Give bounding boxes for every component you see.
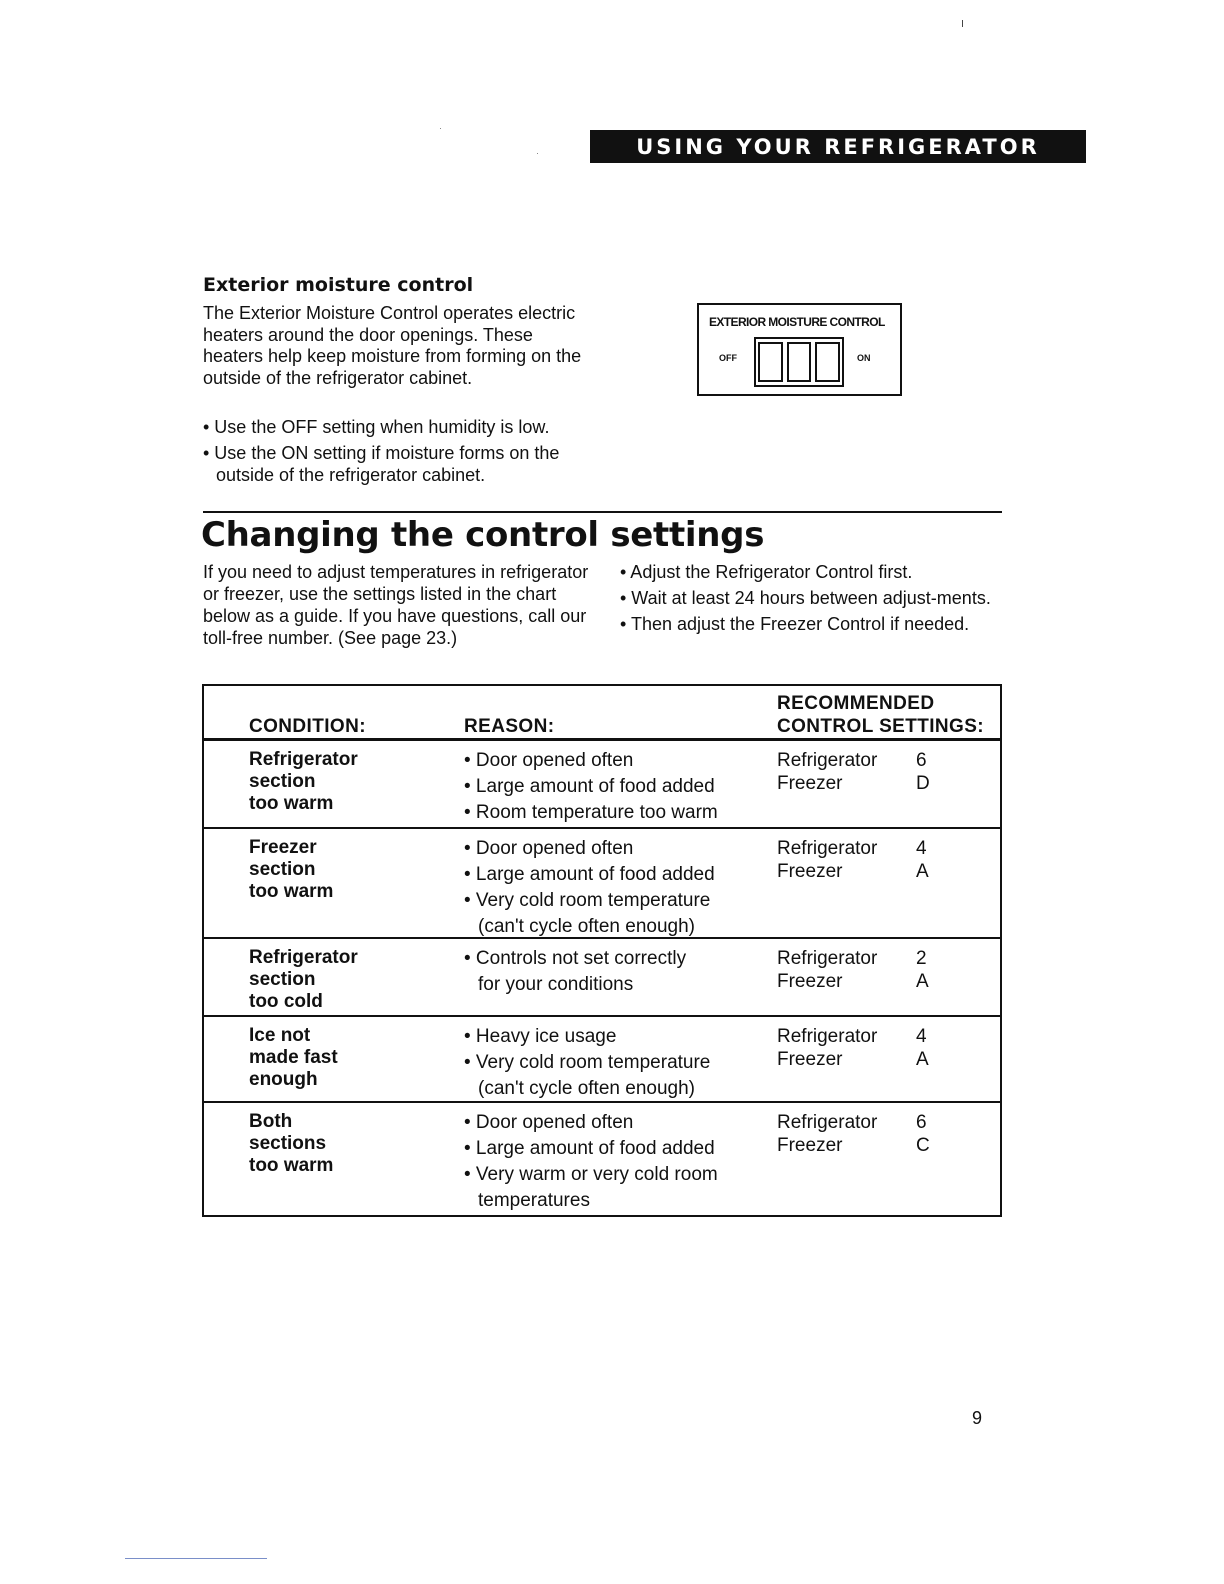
condition-line: Freezer — [249, 837, 317, 858]
condition-line: too cold — [249, 991, 323, 1012]
reason-continuation: (can't cycle often enough) — [478, 916, 695, 937]
rocker-segment — [815, 342, 840, 382]
bottom-rule — [125, 1558, 267, 1559]
exterior-moisture-bullets — [203, 416, 593, 490]
refrigerator-setting: 4 — [916, 838, 927, 859]
table-row — [204, 829, 1000, 939]
header-control-settings: CONTROL SETTINGS: — [777, 716, 985, 737]
refrigerator-label: Refrigerator — [777, 1026, 878, 1047]
refrigerator-label: Refrigerator — [777, 750, 878, 771]
settings-table — [202, 684, 1002, 1217]
exterior-moisture-heading: Exterior moisture control — [203, 274, 474, 296]
settings-cell — [777, 837, 977, 883]
rocker-switch-icon — [754, 337, 844, 387]
reason-item: • Door opened often — [464, 1112, 634, 1133]
panel-on-label: ON — [857, 353, 871, 363]
refrigerator-label: Refrigerator — [777, 948, 878, 969]
refrigerator-setting: 6 — [916, 1112, 927, 1133]
condition-line: section — [249, 771, 316, 792]
scan-speck — [440, 128, 441, 129]
condition-line: Refrigerator — [249, 749, 358, 770]
freezer-label: Freezer — [777, 971, 843, 992]
reason-continuation: temperatures — [478, 1190, 590, 1211]
reason-item: • Large amount of food added — [464, 776, 715, 797]
header-condition: CONDITION: — [249, 716, 366, 737]
table-row — [204, 939, 1000, 1017]
refrigerator-setting: 4 — [916, 1026, 927, 1047]
table-row — [204, 1017, 1000, 1103]
page-number: 9 — [972, 1408, 983, 1428]
reason-item: • Large amount of food added — [464, 864, 715, 885]
freezer-setting: D — [916, 773, 930, 794]
table-row — [204, 1103, 1000, 1215]
freezer-setting: A — [916, 1049, 929, 1070]
condition-line: too warm — [249, 793, 334, 814]
reason-cell — [464, 1110, 764, 1214]
reason-item: • Door opened often — [464, 838, 634, 859]
condition-line: Both — [249, 1111, 293, 1132]
intro-paragraph: If you need to adjust temperatures in refrigerator or freezer, use the settings listed in the chart below as a guide. If you have questions, call our toll-free number. (See page 23.) — [203, 562, 589, 648]
condition-line: Refrigerator — [249, 947, 358, 968]
step-item: • Adjust the Refrigerator Control first. — [620, 562, 913, 582]
freezer-label: Freezer — [777, 1049, 843, 1070]
freezer-label: Freezer — [777, 773, 843, 794]
bullet-item: • Use the ON setting if moisture forms on the outside of the refrigerator cabinet. — [203, 443, 560, 485]
freezer-label: Freezer — [777, 861, 843, 882]
reason-continuation: for your conditions — [478, 974, 634, 995]
condition-line: enough — [249, 1069, 318, 1090]
page-title: Changing the control settings — [201, 515, 765, 555]
table-header — [204, 686, 1000, 741]
reason-item: • Large amount of food added — [464, 1138, 715, 1159]
rocker-segment — [758, 342, 783, 382]
settings-cell — [777, 749, 977, 795]
reason-cell — [464, 748, 764, 826]
table-row — [204, 741, 1000, 829]
reason-item: • Controls not set correctly — [464, 948, 687, 969]
condition-cell — [249, 749, 449, 815]
condition-line: sections — [249, 1133, 327, 1154]
rocker-segment — [787, 342, 812, 382]
reason-item: • Very warm or very cold room — [464, 1164, 718, 1185]
freezer-setting: A — [916, 861, 929, 882]
condition-cell — [249, 947, 449, 1013]
header-recommended: RECOMMENDED — [777, 693, 935, 714]
condition-line: section — [249, 859, 316, 880]
condition-line: too warm — [249, 1155, 334, 1176]
refrigerator-label: Refrigerator — [777, 838, 878, 859]
condition-line: too warm — [249, 881, 334, 902]
reason-cell — [464, 946, 764, 998]
scan-speck — [537, 153, 538, 154]
reason-item: • Very cold room temperature — [464, 890, 711, 911]
freezer-label: Freezer — [777, 1135, 843, 1156]
adjustment-steps — [620, 561, 1010, 639]
header-reason: REASON: — [464, 716, 555, 737]
condition-cell — [249, 837, 449, 903]
panel-label: EXTERIOR MOISTURE CONTROL — [709, 315, 885, 329]
section-divider — [203, 511, 1002, 513]
exterior-moisture-paragraph: The Exterior Moisture Control operates electric heaters around the door openings. These heaters help keep moisture from forming on the outside of the refrigerator cabinet. — [203, 303, 582, 388]
moisture-control-panel-illustration — [697, 303, 902, 396]
panel-off-label: OFF — [719, 353, 737, 363]
condition-line: Ice not — [249, 1025, 311, 1046]
condition-cell — [249, 1111, 449, 1177]
settings-cell — [777, 947, 977, 993]
section-header-bar — [590, 130, 1086, 163]
reason-item: • Very cold room temperature — [464, 1052, 711, 1073]
refrigerator-setting: 6 — [916, 750, 927, 771]
condition-line: section — [249, 969, 316, 990]
reason-item: • Door opened often — [464, 750, 634, 771]
freezer-setting: A — [916, 971, 929, 992]
bullet-item: • Use the OFF setting when humidity is low. — [203, 417, 550, 437]
reason-cell — [464, 836, 764, 940]
settings-cell — [777, 1111, 977, 1157]
step-item: • Then adjust the Freezer Control if needed. — [620, 614, 970, 634]
condition-line: made fast — [249, 1047, 338, 1068]
step-item: • Wait at least 24 hours between adjust-ments. — [620, 588, 991, 608]
settings-cell — [777, 1025, 977, 1071]
reason-item: • Heavy ice usage — [464, 1026, 617, 1047]
reason-cell — [464, 1024, 764, 1102]
section-title: USING YOUR REFRIGERATOR — [636, 134, 1040, 159]
freezer-setting: C — [916, 1135, 930, 1156]
condition-cell — [249, 1025, 449, 1091]
refrigerator-setting: 2 — [916, 948, 927, 969]
reason-item: • Room temperature too warm — [464, 802, 718, 823]
refrigerator-label: Refrigerator — [777, 1112, 878, 1133]
corner-mark — [962, 20, 963, 27]
reason-continuation: (can't cycle often enough) — [478, 1078, 695, 1099]
